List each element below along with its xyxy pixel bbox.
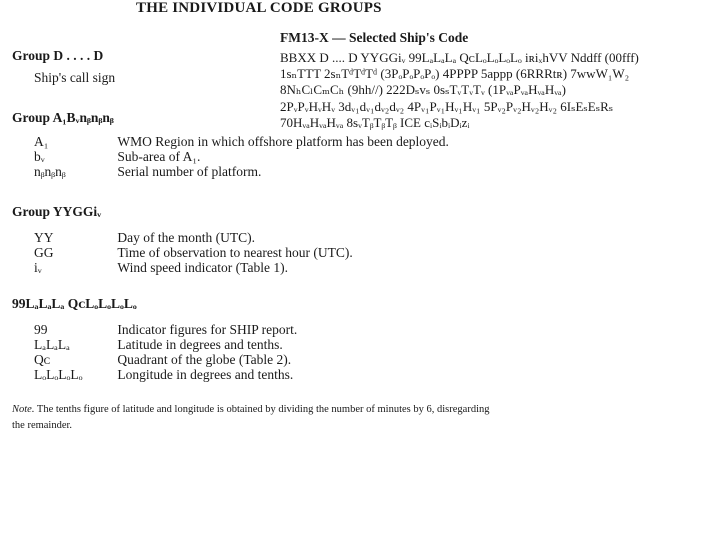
definition-row bbox=[34, 322, 494, 337]
definition-row bbox=[34, 367, 494, 382]
definition-row bbox=[34, 230, 494, 245]
definition-row bbox=[34, 245, 494, 260]
definition-text: Time of observation to nearest hour (UTC). bbox=[117, 245, 353, 260]
definition-row bbox=[34, 260, 494, 275]
code-format-line: 8NₕCₗCₘCₕ (9hh//) 222Dₛvₛ 0sₛTᵥTᵥTᵥ (1PᵥₐPᵥₐHᵥₐHᵥₐ) bbox=[280, 82, 566, 98]
definition-list-position bbox=[34, 322, 494, 382]
definition-text: Longitude in degrees and tenths. bbox=[117, 367, 294, 382]
definition-text: WMO Region in which offshore platform has been deployed. bbox=[117, 134, 449, 149]
definition-text: Indicator figures for SHIP report. bbox=[117, 322, 298, 337]
group-heading-time: Group YYGGiᵥ bbox=[12, 204, 102, 219]
definition-list-platform bbox=[34, 134, 494, 179]
code-format-line: 2PᵥPᵥHᵥHᵥ 3dᵥ₁dᵥ₁dᵥ₂dᵥ₂ 4Pᵥ₁Pᵥ₁Hᵥ₁Hᵥ₁ 5Pᵥ₂Pᵥ₂Hᵥ₂Hᵥ₂ 6IₛEₛEₛRₛ bbox=[280, 98, 614, 114]
definition-term: Qᴄ bbox=[34, 352, 51, 367]
code-format-line: 70HᵥₐHᵥₐHᵥₐ 8sᵥTᵦTᵦTᵦ ICE cᵢSᵢbᵢDᵢzᵢ bbox=[280, 114, 470, 130]
footnote-text: The tenths figure of latitude and longitude is obtained by dividing the number of minutes by 6, disregarding the remainder. bbox=[12, 404, 490, 431]
footnote-label: Note. bbox=[12, 404, 35, 415]
group-heading-call-sign: Group D . . . . D bbox=[12, 48, 104, 63]
definition-term: GG bbox=[34, 245, 54, 260]
definition-term: iᵥ bbox=[34, 260, 42, 275]
definition-text: Serial number of platform. bbox=[117, 164, 262, 179]
page-title: THE INDIVIDUAL CODE GROUPS bbox=[136, 0, 382, 16]
definition-row bbox=[34, 164, 494, 179]
definition-row bbox=[34, 134, 494, 149]
definition-term: LₒLₒLₒLₒ bbox=[34, 367, 83, 382]
ship-code-format-block bbox=[280, 30, 720, 131]
group-heading-position: 99LₐLₐLₐ QᴄLₒLₒLₒLₒ bbox=[12, 296, 137, 311]
definition-term: 99 bbox=[34, 322, 48, 337]
definition-term: LₐLₐLₐ bbox=[34, 337, 70, 352]
definition-row bbox=[34, 337, 494, 352]
definition-row bbox=[34, 352, 494, 367]
definition-term: bᵥ bbox=[34, 149, 45, 164]
group-heading-platform: Group A₁Bᵥnᵦnᵦnᵦ bbox=[12, 110, 114, 125]
ship-code-format-title: FM13-X — Selected Ship's Code bbox=[280, 30, 469, 45]
definition-text: Quadrant of the globe (Table 2). bbox=[117, 352, 292, 367]
definition-text: Day of the month (UTC). bbox=[117, 230, 255, 245]
definition-term: YY bbox=[34, 230, 54, 245]
definition-term: A₁ bbox=[34, 134, 49, 149]
definition-text: Sub-area of A₁. bbox=[117, 149, 201, 164]
group-description-call-sign: Ship's call sign bbox=[34, 70, 116, 85]
footnote bbox=[12, 402, 492, 434]
definition-list-time bbox=[34, 230, 494, 275]
definition-text: Latitude in degrees and tenths. bbox=[117, 337, 283, 352]
definition-text: Wind speed indicator (Table 1). bbox=[117, 260, 288, 275]
definition-term: nᵦnᵦnᵦ bbox=[34, 164, 66, 179]
code-format-line: 1sₙTTT 2sₙTᵈTᵈTᵈ (3PₒPₒPₒPₒ) 4PPPP 5appp (6RRRtʀ) 7wwW₁W₂ bbox=[280, 66, 630, 82]
definition-row bbox=[34, 149, 494, 164]
code-format-line: BBXX D .... D YYGGiᵥ 99LₐLₐLₐ QᴄLₒLₒLₒLₒ iʀiₓhVV Nddff (00fff) bbox=[280, 50, 639, 65]
